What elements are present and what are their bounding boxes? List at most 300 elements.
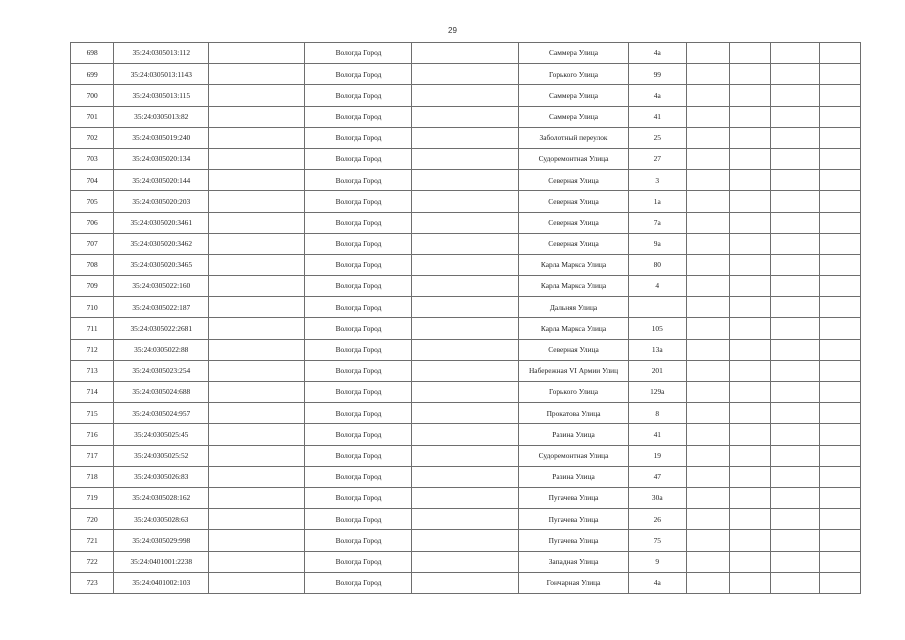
- empty-cell: [730, 276, 771, 297]
- locality-cell: Вологда Город: [305, 212, 412, 233]
- registry-table: [70, 42, 861, 594]
- empty-cell: [412, 170, 519, 191]
- house-number-cell: 8: [628, 403, 686, 424]
- row-number-cell: 717: [71, 445, 114, 466]
- street-cell: Пугачева Улица: [519, 487, 628, 508]
- locality-cell: Вологда Город: [305, 339, 412, 360]
- empty-cell: [209, 64, 305, 85]
- empty-cell: [686, 318, 729, 339]
- cadastral-number-cell: 35:24:0305022:2681: [114, 318, 209, 339]
- empty-cell: [771, 487, 820, 508]
- empty-cell: [412, 254, 519, 275]
- empty-cell: [771, 530, 820, 551]
- empty-cell: [819, 191, 860, 212]
- table-row: [71, 445, 861, 466]
- empty-cell: [819, 339, 860, 360]
- locality-cell: Вологда Город: [305, 360, 412, 381]
- empty-cell: [819, 85, 860, 106]
- table-row: [71, 424, 861, 445]
- empty-cell: [209, 424, 305, 445]
- street-cell: Пугачева Улица: [519, 530, 628, 551]
- empty-cell: [771, 43, 820, 64]
- locality-cell: Вологда Город: [305, 487, 412, 508]
- house-number-cell: 25: [628, 127, 686, 148]
- row-number-cell: 711: [71, 318, 114, 339]
- table-row: [71, 170, 861, 191]
- cadastral-number-cell: 35:24:0305020:3465: [114, 254, 209, 275]
- row-number-cell: 698: [71, 43, 114, 64]
- empty-cell: [686, 360, 729, 381]
- locality-cell: Вологда Город: [305, 530, 412, 551]
- house-number-cell: 30а: [628, 487, 686, 508]
- empty-cell: [412, 148, 519, 169]
- street-cell: Северная Улица: [519, 191, 628, 212]
- cadastral-number-cell: 35:24:0401002:103: [114, 572, 209, 593]
- empty-cell: [730, 254, 771, 275]
- empty-cell: [209, 233, 305, 254]
- empty-cell: [412, 382, 519, 403]
- table-row: [71, 403, 861, 424]
- row-number-cell: 712: [71, 339, 114, 360]
- street-cell: Северная Улица: [519, 233, 628, 254]
- empty-cell: [819, 530, 860, 551]
- row-number-cell: 721: [71, 530, 114, 551]
- house-number-cell: 26: [628, 509, 686, 530]
- empty-cell: [686, 403, 729, 424]
- table-row: [71, 339, 861, 360]
- empty-cell: [730, 424, 771, 445]
- empty-cell: [819, 572, 860, 593]
- row-number-cell: 706: [71, 212, 114, 233]
- empty-cell: [412, 85, 519, 106]
- empty-cell: [209, 445, 305, 466]
- cadastral-number-cell: 35:24:0305028:63: [114, 509, 209, 530]
- empty-cell: [686, 64, 729, 85]
- row-number-cell: 709: [71, 276, 114, 297]
- empty-cell: [819, 254, 860, 275]
- table-row: [71, 85, 861, 106]
- locality-cell: Вологда Город: [305, 297, 412, 318]
- row-number-cell: 703: [71, 148, 114, 169]
- locality-cell: Вологда Город: [305, 85, 412, 106]
- locality-cell: Вологда Город: [305, 148, 412, 169]
- empty-cell: [771, 127, 820, 148]
- cadastral-number-cell: 35:24:0305013:1143: [114, 64, 209, 85]
- house-number-cell: 75: [628, 530, 686, 551]
- cadastral-number-cell: 35:24:0305020:203: [114, 191, 209, 212]
- cadastral-number-cell: 35:24:0305019:240: [114, 127, 209, 148]
- street-cell: Саммера Улица: [519, 85, 628, 106]
- cadastral-number-cell: 35:24:0305022:160: [114, 276, 209, 297]
- table-row: [71, 148, 861, 169]
- empty-cell: [771, 106, 820, 127]
- empty-cell: [412, 191, 519, 212]
- empty-cell: [730, 487, 771, 508]
- empty-cell: [819, 360, 860, 381]
- empty-cell: [771, 318, 820, 339]
- street-cell: Карла Маркса Улица: [519, 254, 628, 275]
- empty-cell: [771, 572, 820, 593]
- house-number-cell: 4: [628, 276, 686, 297]
- empty-cell: [730, 191, 771, 212]
- locality-cell: Вологда Город: [305, 572, 412, 593]
- row-number-cell: 710: [71, 297, 114, 318]
- empty-cell: [209, 276, 305, 297]
- empty-cell: [209, 191, 305, 212]
- row-number-cell: 713: [71, 360, 114, 381]
- empty-cell: [771, 509, 820, 530]
- empty-cell: [686, 339, 729, 360]
- empty-cell: [412, 551, 519, 572]
- locality-cell: Вологда Город: [305, 64, 412, 85]
- empty-cell: [686, 43, 729, 64]
- table-row: [71, 233, 861, 254]
- empty-cell: [686, 127, 729, 148]
- street-cell: Прокатова Улица: [519, 403, 628, 424]
- empty-cell: [771, 191, 820, 212]
- street-cell: Пугачева Улица: [519, 509, 628, 530]
- empty-cell: [819, 382, 860, 403]
- empty-cell: [771, 64, 820, 85]
- street-cell: Разина Улица: [519, 424, 628, 445]
- house-number-cell: 1а: [628, 191, 686, 212]
- row-number-cell: 700: [71, 85, 114, 106]
- empty-cell: [686, 254, 729, 275]
- locality-cell: Вологда Город: [305, 551, 412, 572]
- locality-cell: Вологда Город: [305, 466, 412, 487]
- locality-cell: Вологда Город: [305, 127, 412, 148]
- empty-cell: [209, 530, 305, 551]
- house-number-cell: 4а: [628, 43, 686, 64]
- empty-cell: [730, 43, 771, 64]
- table-row: [71, 191, 861, 212]
- cadastral-number-cell: 35:24:0305013:112: [114, 43, 209, 64]
- empty-cell: [686, 572, 729, 593]
- street-cell: Заболотный переулок: [519, 127, 628, 148]
- empty-cell: [730, 106, 771, 127]
- row-number-cell: 707: [71, 233, 114, 254]
- street-cell: Саммера Улица: [519, 106, 628, 127]
- empty-cell: [730, 148, 771, 169]
- empty-cell: [771, 445, 820, 466]
- empty-cell: [209, 403, 305, 424]
- empty-cell: [730, 170, 771, 191]
- street-cell: Судоремонтная Улица: [519, 148, 628, 169]
- empty-cell: [819, 233, 860, 254]
- house-number-cell: 201: [628, 360, 686, 381]
- street-cell: Судоремонтная Улица: [519, 445, 628, 466]
- empty-cell: [819, 487, 860, 508]
- empty-cell: [730, 85, 771, 106]
- empty-cell: [771, 276, 820, 297]
- street-cell: Карла Маркса Улица: [519, 318, 628, 339]
- locality-cell: Вологда Город: [305, 403, 412, 424]
- empty-cell: [771, 424, 820, 445]
- empty-cell: [209, 297, 305, 318]
- empty-cell: [686, 382, 729, 403]
- locality-cell: Вологда Город: [305, 43, 412, 64]
- empty-cell: [686, 106, 729, 127]
- empty-cell: [730, 466, 771, 487]
- empty-cell: [686, 530, 729, 551]
- table-row: [71, 106, 861, 127]
- empty-cell: [730, 64, 771, 85]
- table-row: [71, 297, 861, 318]
- house-number-cell: 41: [628, 106, 686, 127]
- empty-cell: [209, 106, 305, 127]
- empty-cell: [412, 297, 519, 318]
- empty-cell: [819, 297, 860, 318]
- street-cell: Северная Улица: [519, 212, 628, 233]
- locality-cell: Вологда Город: [305, 191, 412, 212]
- empty-cell: [819, 43, 860, 64]
- empty-cell: [412, 127, 519, 148]
- empty-cell: [412, 233, 519, 254]
- empty-cell: [412, 318, 519, 339]
- empty-cell: [819, 424, 860, 445]
- house-number-cell: [628, 297, 686, 318]
- empty-cell: [209, 170, 305, 191]
- empty-cell: [209, 212, 305, 233]
- cadastral-number-cell: 35:24:0401001:2238: [114, 551, 209, 572]
- empty-cell: [771, 233, 820, 254]
- street-cell: Карла Маркса Улица: [519, 276, 628, 297]
- empty-cell: [412, 445, 519, 466]
- empty-cell: [771, 339, 820, 360]
- street-cell: Дальняя Улица: [519, 297, 628, 318]
- table-row: [71, 64, 861, 85]
- empty-cell: [730, 551, 771, 572]
- locality-cell: Вологда Город: [305, 170, 412, 191]
- cadastral-number-cell: 35:24:0305013:115: [114, 85, 209, 106]
- empty-cell: [686, 276, 729, 297]
- row-number-cell: 699: [71, 64, 114, 85]
- empty-cell: [412, 572, 519, 593]
- empty-cell: [412, 64, 519, 85]
- empty-cell: [819, 445, 860, 466]
- row-number-cell: 714: [71, 382, 114, 403]
- empty-cell: [412, 424, 519, 445]
- empty-cell: [686, 551, 729, 572]
- empty-cell: [209, 509, 305, 530]
- table-row: [71, 509, 861, 530]
- locality-cell: Вологда Город: [305, 424, 412, 445]
- house-number-cell: 47: [628, 466, 686, 487]
- empty-cell: [209, 360, 305, 381]
- empty-cell: [209, 339, 305, 360]
- cadastral-number-cell: 35:24:0305022:88: [114, 339, 209, 360]
- row-number-cell: 704: [71, 170, 114, 191]
- cadastral-number-cell: 35:24:0305029:998: [114, 530, 209, 551]
- empty-cell: [412, 509, 519, 530]
- house-number-cell: 4а: [628, 85, 686, 106]
- table-row: [71, 572, 861, 593]
- locality-cell: Вологда Город: [305, 276, 412, 297]
- empty-cell: [819, 127, 860, 148]
- empty-cell: [686, 233, 729, 254]
- empty-cell: [209, 148, 305, 169]
- locality-cell: Вологда Город: [305, 233, 412, 254]
- empty-cell: [771, 148, 820, 169]
- house-number-cell: 9а: [628, 233, 686, 254]
- empty-cell: [686, 85, 729, 106]
- empty-cell: [819, 148, 860, 169]
- empty-cell: [771, 212, 820, 233]
- empty-cell: [686, 424, 729, 445]
- empty-cell: [730, 382, 771, 403]
- cadastral-number-cell: 35:24:0305023:254: [114, 360, 209, 381]
- table-row: [71, 530, 861, 551]
- table-row: [71, 254, 861, 275]
- empty-cell: [771, 170, 820, 191]
- empty-cell: [819, 170, 860, 191]
- empty-cell: [686, 466, 729, 487]
- empty-cell: [819, 551, 860, 572]
- empty-cell: [730, 572, 771, 593]
- empty-cell: [730, 297, 771, 318]
- row-number-cell: 718: [71, 466, 114, 487]
- locality-cell: Вологда Город: [305, 509, 412, 530]
- empty-cell: [730, 212, 771, 233]
- locality-cell: Вологда Город: [305, 318, 412, 339]
- empty-cell: [686, 191, 729, 212]
- empty-cell: [412, 403, 519, 424]
- row-number-cell: 720: [71, 509, 114, 530]
- empty-cell: [819, 318, 860, 339]
- empty-cell: [209, 572, 305, 593]
- locality-cell: Вологда Город: [305, 382, 412, 403]
- house-number-cell: 19: [628, 445, 686, 466]
- empty-cell: [209, 382, 305, 403]
- empty-cell: [686, 487, 729, 508]
- empty-cell: [412, 466, 519, 487]
- street-cell: Северная Улица: [519, 170, 628, 191]
- row-number-cell: 723: [71, 572, 114, 593]
- cadastral-number-cell: 35:24:0305024:688: [114, 382, 209, 403]
- empty-cell: [412, 43, 519, 64]
- cadastral-number-cell: 35:24:0305024:957: [114, 403, 209, 424]
- empty-cell: [771, 551, 820, 572]
- street-cell: Разина Улица: [519, 466, 628, 487]
- row-number-cell: 722: [71, 551, 114, 572]
- empty-cell: [412, 487, 519, 508]
- row-number-cell: 716: [71, 424, 114, 445]
- cadastral-number-cell: 35:24:0305026:83: [114, 466, 209, 487]
- table-row: [71, 43, 861, 64]
- cadastral-number-cell: 35:24:0305020:144: [114, 170, 209, 191]
- empty-cell: [771, 382, 820, 403]
- table-row: [71, 382, 861, 403]
- street-cell: Горького Улица: [519, 64, 628, 85]
- empty-cell: [686, 212, 729, 233]
- empty-cell: [412, 276, 519, 297]
- empty-cell: [209, 551, 305, 572]
- empty-cell: [686, 297, 729, 318]
- house-number-cell: 105: [628, 318, 686, 339]
- house-number-cell: 9: [628, 551, 686, 572]
- empty-cell: [819, 64, 860, 85]
- empty-cell: [730, 360, 771, 381]
- row-number-cell: 708: [71, 254, 114, 275]
- house-number-cell: 99: [628, 64, 686, 85]
- empty-cell: [209, 127, 305, 148]
- locality-cell: Вологда Город: [305, 254, 412, 275]
- street-cell: Саммера Улица: [519, 43, 628, 64]
- empty-cell: [209, 318, 305, 339]
- house-number-cell: 80: [628, 254, 686, 275]
- table-row: [71, 466, 861, 487]
- empty-cell: [771, 297, 820, 318]
- empty-cell: [771, 254, 820, 275]
- row-number-cell: 719: [71, 487, 114, 508]
- cadastral-number-cell: 35:24:0305025:52: [114, 445, 209, 466]
- house-number-cell: 7а: [628, 212, 686, 233]
- empty-cell: [209, 254, 305, 275]
- street-cell: Гончарная Улица: [519, 572, 628, 593]
- empty-cell: [412, 339, 519, 360]
- row-number-cell: 701: [71, 106, 114, 127]
- empty-cell: [730, 403, 771, 424]
- table-row: [71, 318, 861, 339]
- empty-cell: [730, 127, 771, 148]
- empty-cell: [771, 466, 820, 487]
- cadastral-number-cell: 35:24:0305020:3462: [114, 233, 209, 254]
- empty-cell: [771, 403, 820, 424]
- empty-cell: [686, 170, 729, 191]
- empty-cell: [209, 85, 305, 106]
- house-number-cell: 4а: [628, 572, 686, 593]
- empty-cell: [209, 466, 305, 487]
- table-row: [71, 487, 861, 508]
- empty-cell: [771, 85, 820, 106]
- cadastral-number-cell: 35:24:0305020:3461: [114, 212, 209, 233]
- cadastral-number-cell: 35:24:0305025:45: [114, 424, 209, 445]
- empty-cell: [819, 276, 860, 297]
- street-cell: Набережная VI Армии Улиц: [519, 360, 628, 381]
- house-number-cell: 27: [628, 148, 686, 169]
- house-number-cell: 129а: [628, 382, 686, 403]
- empty-cell: [686, 509, 729, 530]
- empty-cell: [412, 212, 519, 233]
- row-number-cell: 715: [71, 403, 114, 424]
- empty-cell: [771, 360, 820, 381]
- table-row: [71, 127, 861, 148]
- empty-cell: [730, 445, 771, 466]
- empty-cell: [412, 106, 519, 127]
- row-number-cell: 705: [71, 191, 114, 212]
- empty-cell: [730, 530, 771, 551]
- cadastral-number-cell: 35:24:0305013:82: [114, 106, 209, 127]
- empty-cell: [730, 339, 771, 360]
- street-cell: Северная Улица: [519, 339, 628, 360]
- house-number-cell: 13а: [628, 339, 686, 360]
- table-row: [71, 360, 861, 381]
- empty-cell: [730, 509, 771, 530]
- table-row: [71, 212, 861, 233]
- empty-cell: [819, 212, 860, 233]
- row-number-cell: 702: [71, 127, 114, 148]
- cadastral-number-cell: 35:24:0305028:162: [114, 487, 209, 508]
- street-cell: Западная Улица: [519, 551, 628, 572]
- table-row: [71, 551, 861, 572]
- empty-cell: [209, 487, 305, 508]
- empty-cell: [819, 106, 860, 127]
- empty-cell: [819, 509, 860, 530]
- table-body: [71, 43, 861, 594]
- empty-cell: [819, 466, 860, 487]
- empty-cell: [209, 43, 305, 64]
- cadastral-number-cell: 35:24:0305022:187: [114, 297, 209, 318]
